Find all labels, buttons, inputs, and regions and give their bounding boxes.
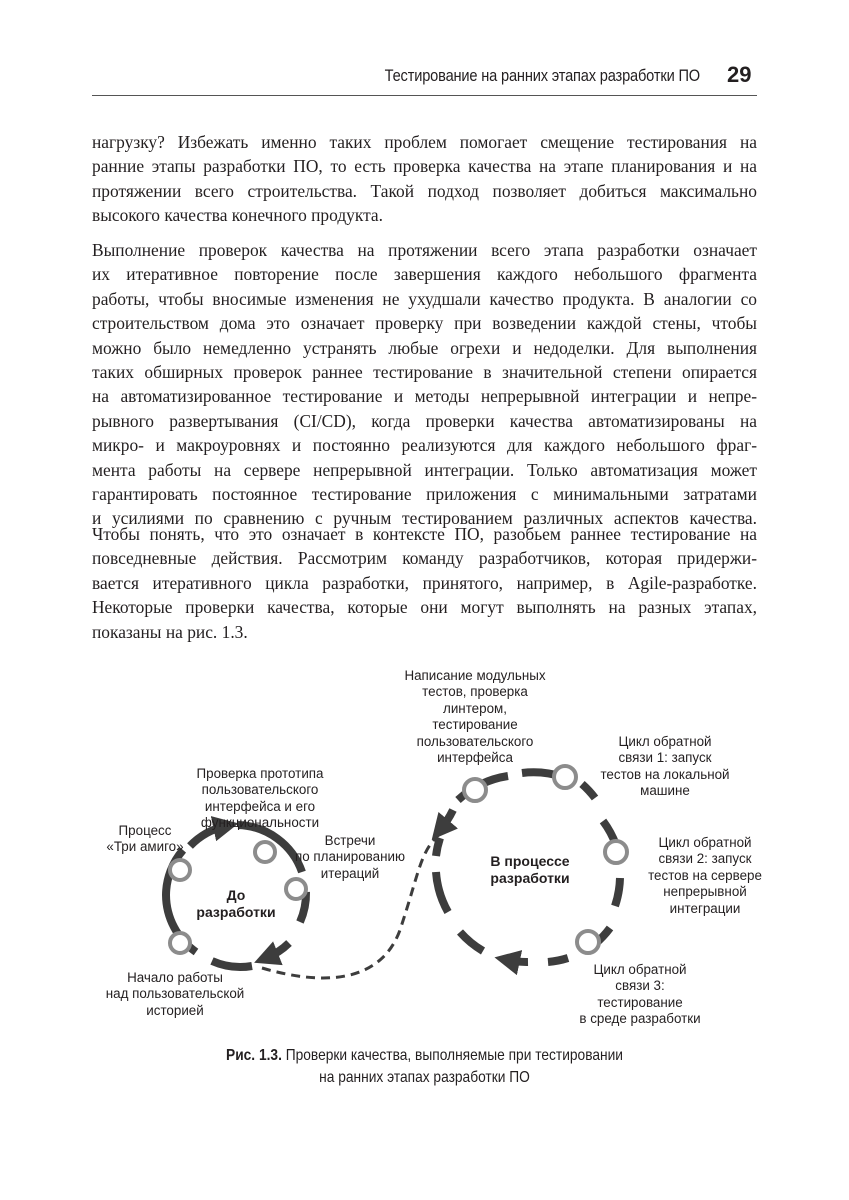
node-feedback-3 [577,931,599,953]
text-line: показаны на рис. 1.3. [92,621,248,642]
node-unit-tests [464,779,486,801]
text-line: их итеративное повторение после завершения каждого небольшого фрагмента [92,264,757,285]
text-line: Чтобы понять, что это означает в контексте ПО, разобьем раннее тестирование на [92,524,757,544]
text-line: работы, чтобы вносимые изменения не ухудшали качество продукта. В аналогии со [92,288,757,309]
text-line: на автоматизированное тестирование и методы непрерывной интеграции и непре- [92,386,757,407]
text-line: таких обширных проверок раннее тестирование в значительной степени опирается [92,362,757,383]
text-line: нагрузку? Избежать именно таких проблем помогает смещение тестирования на [92,132,757,152]
page-number: 29 [727,62,752,87]
label-feedback-2: Цикл обратной связи 2: запуск тестов на сервере непрерывной интеграции [648,835,762,916]
node-feedback-2 [605,841,627,863]
text-line: повседневные действия. Рассмотрим команду разработчиков, которая придержи- [92,548,757,569]
caption-line-2: на ранних этапах разработки ПО [319,1069,530,1086]
left-cycle-center-label: До разработки [196,887,276,920]
text-line: ранние этапы разработки ПО, то есть проверка качества на этапе планирования и на [92,156,757,177]
text-line: гарантировать постоянное тестирование приложения с минимальными затратами [92,484,757,505]
node-three-amigos [170,860,190,880]
caption-label: Рис. 1.3. [226,1047,282,1064]
label-iteration-planning: Встречи по планированию итераций [294,833,406,881]
text-line: мента работы на сервере непрерывной интеграции. Только автоматизация может [92,459,757,480]
figure-caption [0,1045,849,1089]
label-prototype-check: Проверка прототипа пользовательского интерфейса и его функциональности [196,766,324,831]
running-title: Тестирование на ранних этапах разработки ПО [384,66,700,85]
text-line: Некоторые проверки качества, которые они могут выполнять на разных этапах, [92,597,757,618]
text-line: и усилиями по сравнению с ручным тестированием различных аспектов качества. [92,508,757,529]
paragraph-3 [92,522,757,644]
label-three-amigos: Процесс «Три амиго» [106,823,184,855]
label-user-story-start: Начало работы над пользовательской историей [105,970,245,1018]
text-line: строительством дома это означает проверку при возведении каждой стены, чтобы [92,313,757,334]
text-line: протяжении всего строительства. Такой подход позволяет добиться максимально [92,180,757,201]
node-prototype-check [255,842,275,862]
caption-line-1: Рис. 1.3. Проверки качества, выполняемые при тестировании [226,1047,623,1064]
text-line: вается итеративного цикла разработки, принятого, например, в Agile-разработке. [92,572,757,593]
paragraph-2 [92,238,757,531]
text-line: можно было немедленно устранять любые огрехи и недоделки. Для выполнения [92,337,757,358]
right-cycle-center-label: В процессе разработки [490,853,570,886]
paragraph-1 [92,130,757,228]
header-divider [92,95,757,96]
label-unit-tests: Написание модульных тестов, проверка линтером, тестирование пользовательского интерфейса [404,668,546,766]
figure-early-testing-cycles [0,655,849,1040]
label-feedback-1: Цикл обратной связи 1: запуск тестов на локальной машине [600,734,730,799]
text-line: рывного развертывания (CI/CD), когда проверки качества автоматизированы на [92,410,757,431]
text-line: микро- и макроуровнях и постоянно реализуются для каждого небольшого фраг- [92,435,757,456]
node-user-story-start [170,933,190,953]
text-line: Выполнение проверок качества на протяжении всего этапа разработки означает [92,240,757,260]
text-line: высокого качества конечного продукта. [92,205,383,226]
label-feedback-3: Цикл обратной связи 3: тестирование в среде разработки [579,962,701,1027]
node-feedback-1 [554,766,576,788]
